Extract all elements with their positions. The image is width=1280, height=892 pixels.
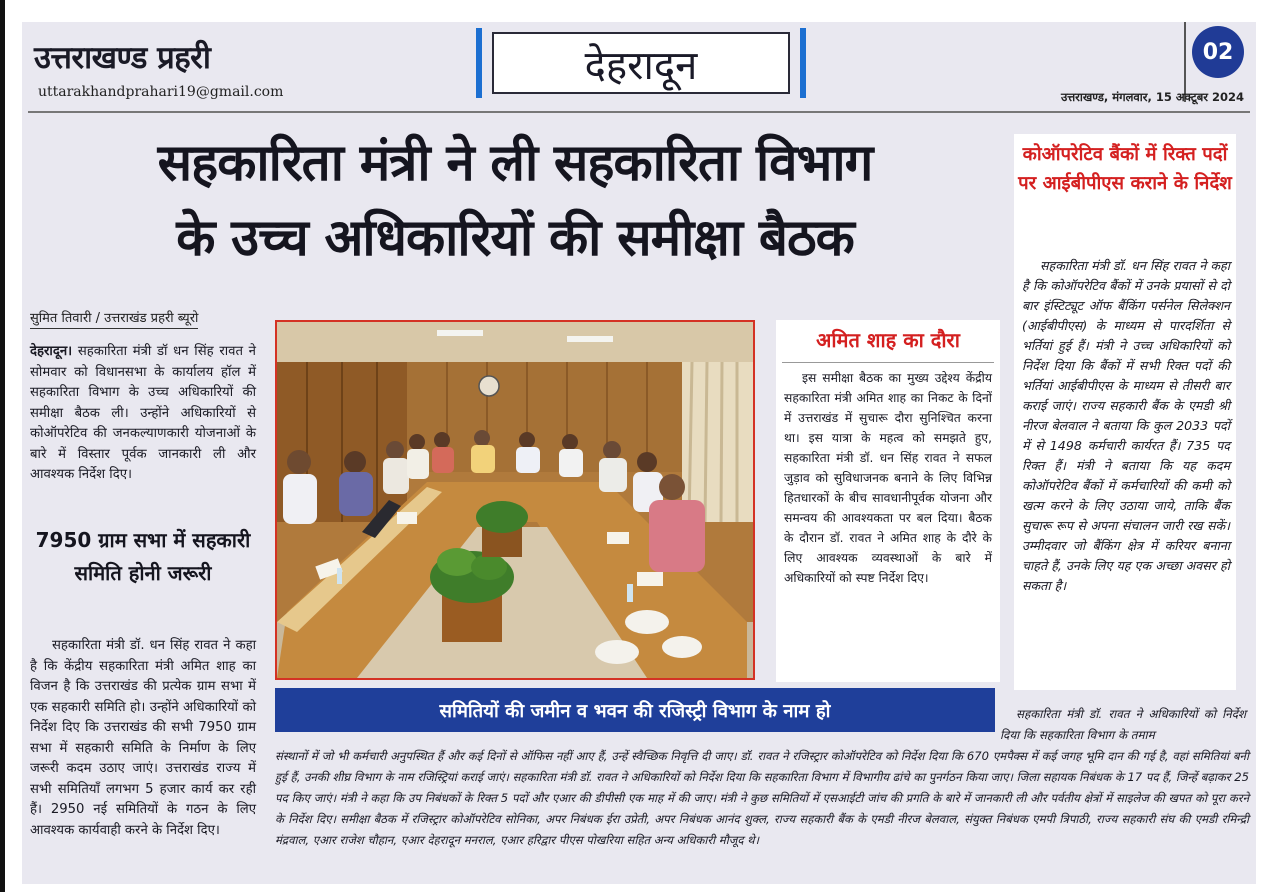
headline-line-1: सहकारिता मंत्री ने ली सहकारिता विभाग bbox=[157, 134, 873, 193]
city-box bbox=[492, 32, 790, 94]
sidebar-mid-title: अमित शाह का दौरा bbox=[816, 328, 960, 352]
registry-banner: समितियों की जमीन व भवन की रजिस्ट्री विभाग के नाम हो bbox=[275, 688, 995, 732]
sidebar-mid-divider bbox=[782, 362, 994, 363]
story-subhead-text: सहकारिता मंत्री डॉ. धन सिंह रावत ने कहा है कि केंद्रीय सहकारिता मंत्री अमित शाह का विजन है कि उत्तराखंड की प्रत्येक ग्राम सभा में एक सहकारी समिति हो। उन्होंने अधिकारियों को निर्देश दिए कि उत्तराखंड की सभी 7950 ग्राम सभा में सहकारी समिति के निर्माण के लिए जरूरी कदम उठाए जाएं। उत्तराखंड राज्य में सभी समितियाँ लगभग 5 हजार कार्य कर रही हैं। 2950 नई समितियों के गठन के लिए आवश्यक कार्यवाही करने के निर्देश दिए। bbox=[30, 638, 256, 838]
sidebar-right-title: कोऑपरेटिव बैंकों में रिक्त पदों पर आईबीपीएस कराने के निर्देश bbox=[1018, 144, 1232, 194]
bottom-story-text: संस्थानों में जो भी कर्मचारी अनुपस्थित हैं और कई दिनों से ऑफिस नहीं आए हैं, उन्हें स्वैच्छिक निवृत्ति दी जाए। डॉ. रावत ने रजिस्ट्रार कोऑपरेटिव को निर्देश दिया कि 670 एमपैक्स में कई जगह भूमि दान की गई है, वहां समितियां बनी हुई हैं, उनकी शीघ्र विभाग के नाम रजिस्ट्रियां कराई जाएं। सहकारिता मंत्री डॉ. रावत ने अधिकारियों को निर्देश दिया कि सहकारिता विभाग में विभागीय ढांचे का पुनर्गठन किया जाए। जिला सहायक निबंधक के 17 पद हैं, जिन्हें बढ़ाकर 25 पद किए जाएं। मंत्री ने कहा कि उप निबंधकों के रिक्त 5 पदों और एआर की डीपीसी एक माह में की जाए। मंत्री ने कुछ समितियों में एसआईटी जांच की प्रगति के बारे में जानकारी ली और पर्वतीय क्षेत्रों में साइलेज की खपत को पूरा करने के निर्देश दिए। समीक्षा बैठक में रजिस्ट्रार कोऑपरेटिव सोनिका, अपर निबंधक ईरा उप्रेती, अपर निबंधक आनंद शुक्ल, राज्य सहकारी बैंक के एमडी नीरज बेलवाल, संयुक्त निबंधक एमपी त्रिपाठी, राज्य सहकारी संघ की एमडी रमिन्द्री मंद्रवाल, एआर राजेश चौहान, एआर देहरादून मनराल, एआर हरिद्वार पीएस पोखरिया सहित अन्य अधिकारी मौजूद थे। bbox=[275, 749, 1250, 847]
sidebar-ibps-recruitment bbox=[1014, 134, 1236, 690]
story-intro bbox=[30, 342, 256, 486]
story-subhead: 7950 ग्राम सभा में सहकारी समिति होनी जरूरी bbox=[35, 528, 251, 585]
bottom-story-start: सहकारिता मंत्री डॉ. रावत ने अधिकारियों को निर्देश दिया कि सहकारिता विभाग के तमाम bbox=[1000, 707, 1246, 742]
newspaper-email: uttarakhandprahari19@gmail.com bbox=[38, 84, 284, 100]
city-frame bbox=[476, 28, 806, 98]
issue-dateline: उत्तराखण्ड, मंगलवार, 15 अक्टूबर 2024 bbox=[1060, 90, 1244, 104]
sidebar-amit-shah-visit bbox=[776, 320, 1000, 682]
main-headline bbox=[30, 126, 1000, 276]
story-byline: सुमित तिवारी / उत्तराखंड प्रहरी ब्यूरो bbox=[30, 308, 198, 329]
meeting-photo bbox=[275, 320, 755, 680]
newspaper-page bbox=[22, 22, 1256, 884]
page-number-badge: 02 bbox=[1192, 26, 1244, 78]
newspaper-brand: उत्तराखण्ड प्रहरी bbox=[34, 40, 211, 76]
meeting-photo-illustration bbox=[277, 322, 753, 678]
sidebar-mid-text: इस समीक्षा बैठक का मुख्य उद्देश्य केंद्रीय सहकारिता मंत्री अमित शाह का निकट के दिनों में उत्तराखंड में सुचारू दौरा सुनिश्चित करना था। इस यात्रा के महत्व को समझते हुए, सहकारिता मंत्री डॉ. धन सिंह रावत ने सफल जुड़ाव को सुविधाजनक बनाने के लिए विभिन्न हितधारकों के बीच सावधानीपूर्वक योजना और समन्वय की आवश्यकता पर बल दिया। बैठक के दौरान डॉ. रावत ने अमित शाह के दौरे के लिए आवश्यक व्यवस्थाओं के बारे में अधिकारियों को स्पष्ट निर्देश दिए। bbox=[784, 371, 992, 585]
masthead-rule bbox=[28, 111, 1250, 113]
page-edge bbox=[0, 0, 5, 892]
headline-line-2: के उच्च अधिकारियों की समीक्षा बैठक bbox=[176, 209, 854, 268]
story-dateline-lead: देहरादून। bbox=[30, 344, 73, 359]
city-name: देहरादून bbox=[584, 42, 698, 89]
story-intro-text: सहकारिता मंत्री डॉ धन सिंह रावत ने सोमवार को विधानसभा के कार्यालय हॉल में सहकारिता विभाग के उच्च अधिकारियों की समीक्षा बैठक ली। उन्होंने अधिकारियों से कोऑपरेटिव की जनकल्याणकारी योजनाओं के बारे में विस्तार पूर्वक जानकारी ली और आवश्यक निर्देश दिए। bbox=[30, 344, 256, 482]
sidebar-right-text: सहकारिता मंत्री डॉ. धन सिंह रावत ने कहा है कि कोऑपरेटिव बैंकों में उनके प्रयासों से दो बार इंस्टिट्यूट ऑफ बैंकिंग पर्सनेल सिलेक्शन (आईबीपीएस) के माध्यम से पारदर्शिता से भर्तियां हुई हैं। मंत्री ने उच्च अधिकारियों को निर्देश दिया कि बैंकों में सभी रिक्त पदों की भर्तियां आईबीपीएस के माध्यम से तीसरी बार कराई जाएं। राज्य सहकारी बैंक के एमडी श्री नीरज बेलवाल ने बताया कि कुल 2033 पदों में से 1498 कर्मचारी कार्यरत हैं। 735 पद रिक्त हैं। मंत्री ने बताया कि यह कदम कोऑपरेटिव बैंकों में कर्मचारियों की कमी को खत्म करने के लिए उठाया जाये, ताकि बैंक सुचारू रूप से अपना संचालन जारी रख सकें। उम्मीदवार जो बैंकिंग क्षेत्र में करियर बनाना चाहते हैं, उनके लिए यह एक अच्छा अवसर हो सकता है। bbox=[1022, 258, 1230, 593]
